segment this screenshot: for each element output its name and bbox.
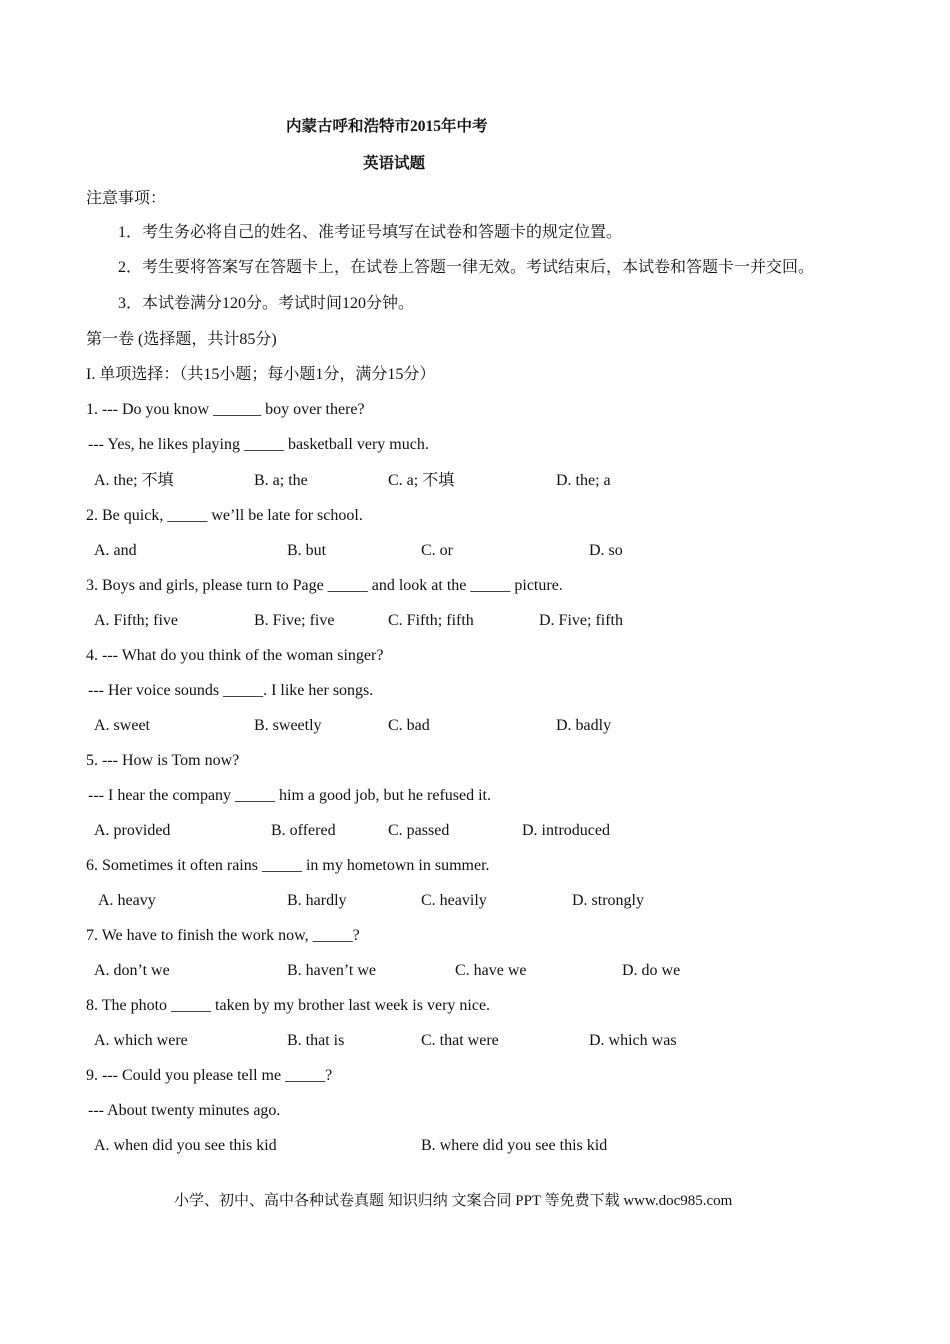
question-7-option-a: A. don’t we bbox=[94, 962, 170, 979]
question-5-stem: 5. --- How is Tom now? bbox=[86, 752, 240, 769]
question-4-option-b: B. sweetly bbox=[254, 717, 322, 734]
question-5-line-2: --- I hear the company _____ him a good job, but he refused it. bbox=[88, 787, 491, 804]
section-heading: I. 单项选择：（共15小题；每小题1分，满分15分） bbox=[86, 366, 436, 383]
question-4-line-2: --- Her voice sounds _____. I like her songs. bbox=[88, 682, 374, 699]
question-3-option-b: B. Five; five bbox=[254, 612, 335, 629]
question-6-option-b: B. hardly bbox=[287, 892, 347, 909]
question-7-stem: 7. We have to finish the work now, _____? bbox=[86, 927, 360, 944]
question-1-option-b: B. a; the bbox=[254, 472, 308, 489]
question-6-stem: 6. Sometimes it often rains _____ in my hometown in summer. bbox=[86, 857, 490, 874]
question-3-option-c: C. Fifth; fifth bbox=[388, 612, 474, 629]
page-footer: 小学、初中、高中各种试卷真题 知识归纳 文案合同 PPT 等免费下载 www.doc985.com bbox=[174, 1193, 733, 1209]
question-1-stem: 1. --- Do you know ______ boy over there? bbox=[86, 401, 365, 418]
question-6-option-d: D. strongly bbox=[572, 892, 644, 909]
question-1-line-2: --- Yes, he likes playing _____ basketball very much. bbox=[88, 436, 429, 453]
question-9-stem: 9. --- Could you please tell me _____? bbox=[86, 1067, 333, 1084]
part-heading: 第一卷 (选择题，共计85分) bbox=[86, 331, 277, 348]
question-4-option-c: C. bad bbox=[388, 717, 430, 734]
question-5-option-c: C. passed bbox=[388, 822, 450, 839]
question-8-stem: 8. The photo _____ taken by my brother last week is very nice. bbox=[86, 997, 491, 1014]
question-3-stem: 3. Boys and girls, please turn to Page _____ and look at the _____ picture. bbox=[86, 577, 563, 594]
question-4-option-d: D. badly bbox=[556, 717, 612, 734]
page-subtitle: 英语试题 bbox=[363, 155, 426, 172]
question-9-option-a: A. when did you see this kid bbox=[94, 1137, 277, 1154]
note-item: 2．考生要将答案写在答题卡上，在试卷上答题一律无效。考试结束后，本试卷和答题卡一并交回。 bbox=[118, 259, 815, 276]
question-8-option-b: B. that is bbox=[287, 1032, 345, 1049]
question-2-stem: 2. Be quick, _____ we’ll be late for school. bbox=[86, 507, 363, 524]
question-4-option-a: A. sweet bbox=[94, 717, 150, 734]
notes-heading: 注意事项： bbox=[86, 190, 167, 207]
question-7-option-b: B. haven’t we bbox=[287, 962, 377, 979]
question-7-option-d: D. do we bbox=[622, 962, 681, 979]
question-5-option-d: D. introduced bbox=[522, 822, 610, 839]
question-8-option-d: D. which was bbox=[589, 1032, 677, 1049]
question-5-option-a: A. provided bbox=[94, 822, 171, 839]
question-9-line-2: --- About twenty minutes ago. bbox=[88, 1102, 281, 1119]
question-9-option-b: B. where did you see this kid bbox=[421, 1137, 608, 1154]
question-5-option-b: B. offered bbox=[271, 822, 336, 839]
question-2-option-c: C. or bbox=[421, 542, 453, 559]
question-1-option-c: C. a; 不填 bbox=[388, 472, 455, 489]
question-3-option-d: D. Five; fifth bbox=[539, 612, 623, 629]
question-2-option-a: A. and bbox=[94, 542, 137, 559]
note-item: 1．考生务必将自己的姓名、准考证号填写在试卷和答题卡的规定位置。 bbox=[118, 224, 623, 241]
question-2-option-b: B. but bbox=[287, 542, 327, 559]
question-4-stem: 4. --- What do you think of the woman singer? bbox=[86, 647, 384, 664]
question-6-option-c: C. heavily bbox=[421, 892, 487, 909]
question-1-option-d: D. the; a bbox=[556, 472, 611, 489]
question-1-option-a: A. the; 不填 bbox=[94, 472, 174, 489]
question-2-option-d: D. so bbox=[589, 542, 623, 559]
question-6-option-a: A. heavy bbox=[98, 892, 156, 909]
question-8-option-a: A. which were bbox=[94, 1032, 188, 1049]
question-7-option-c: C. have we bbox=[455, 962, 527, 979]
question-3-option-a: A. Fifth; five bbox=[94, 612, 178, 629]
note-item: 3．本试卷满分120分。考试时间120分钟。 bbox=[118, 295, 415, 312]
page-title: 内蒙古呼和浩特市2015年中考 bbox=[286, 118, 488, 135]
question-8-option-c: C. that were bbox=[421, 1032, 499, 1049]
